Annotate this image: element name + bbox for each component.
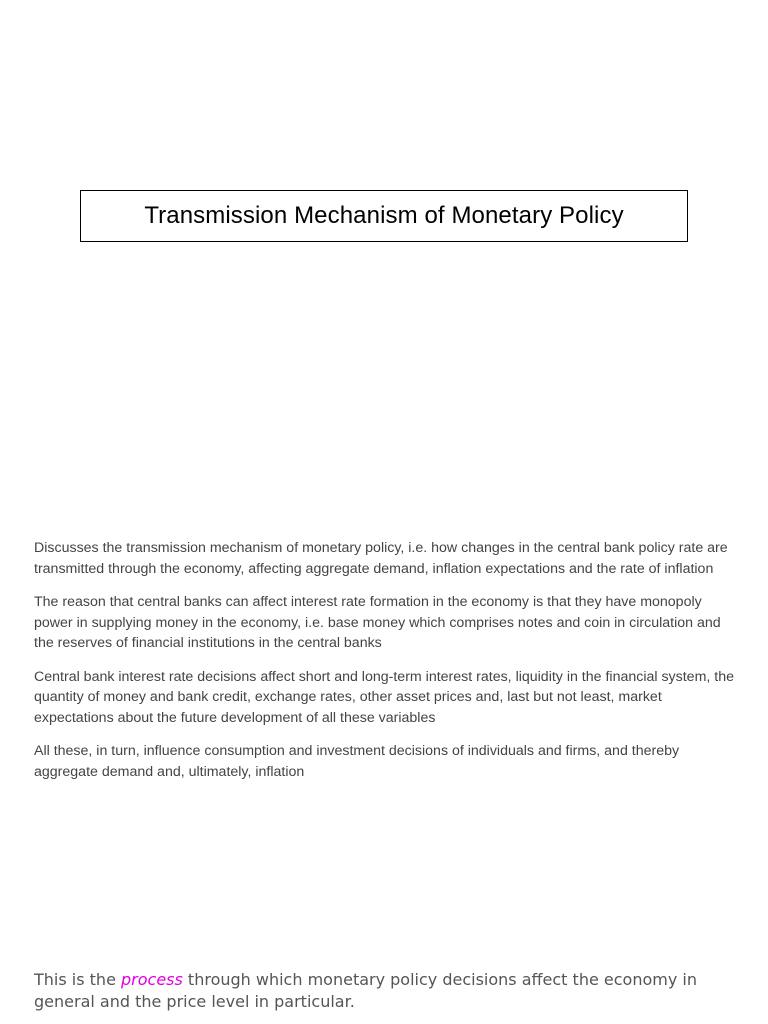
summary-paragraph-4: All these, in turn, influence consumption and investment decisions of individuals and firms, and thereby aggregate demand and, ultimately, inflation (34, 743, 680, 780)
summary-section (34, 538, 738, 795)
page-title: Transmission Mechanism of Monetary Policy (144, 202, 624, 229)
footer-emphasis: process (121, 970, 183, 989)
footer-text-before: This is the (34, 970, 121, 989)
summary-paragraph-2: The reason that central banks can affect interest rate formation in the economy is that they have monopoly power in supplying money in the economy, i.e. base money which comprises notes and coin in circulation and the reserves of financial institutions in the central banks (34, 594, 721, 651)
summary-paragraph-3: Central bank interest rate decisions affect short and long-term interest rates, liquidity in the financial system, the quantity of money and bank credit, exchange rates, other asset prices and, last but not least, market expectations about the future development of all these variables (34, 668, 735, 726)
summary-paragraph-1: Discusses the transmission mechanism of monetary policy, i.e. how changes in the central bank policy rate are transmitted through the economy, affecting aggregate demand, inflation expectations and the rate of inflation (34, 540, 728, 577)
footer-text-after: through which monetary policy decisions affect the economy in general and the price level in particular. (34, 970, 697, 1011)
title-box (80, 190, 688, 242)
footer-statement (34, 969, 744, 1013)
